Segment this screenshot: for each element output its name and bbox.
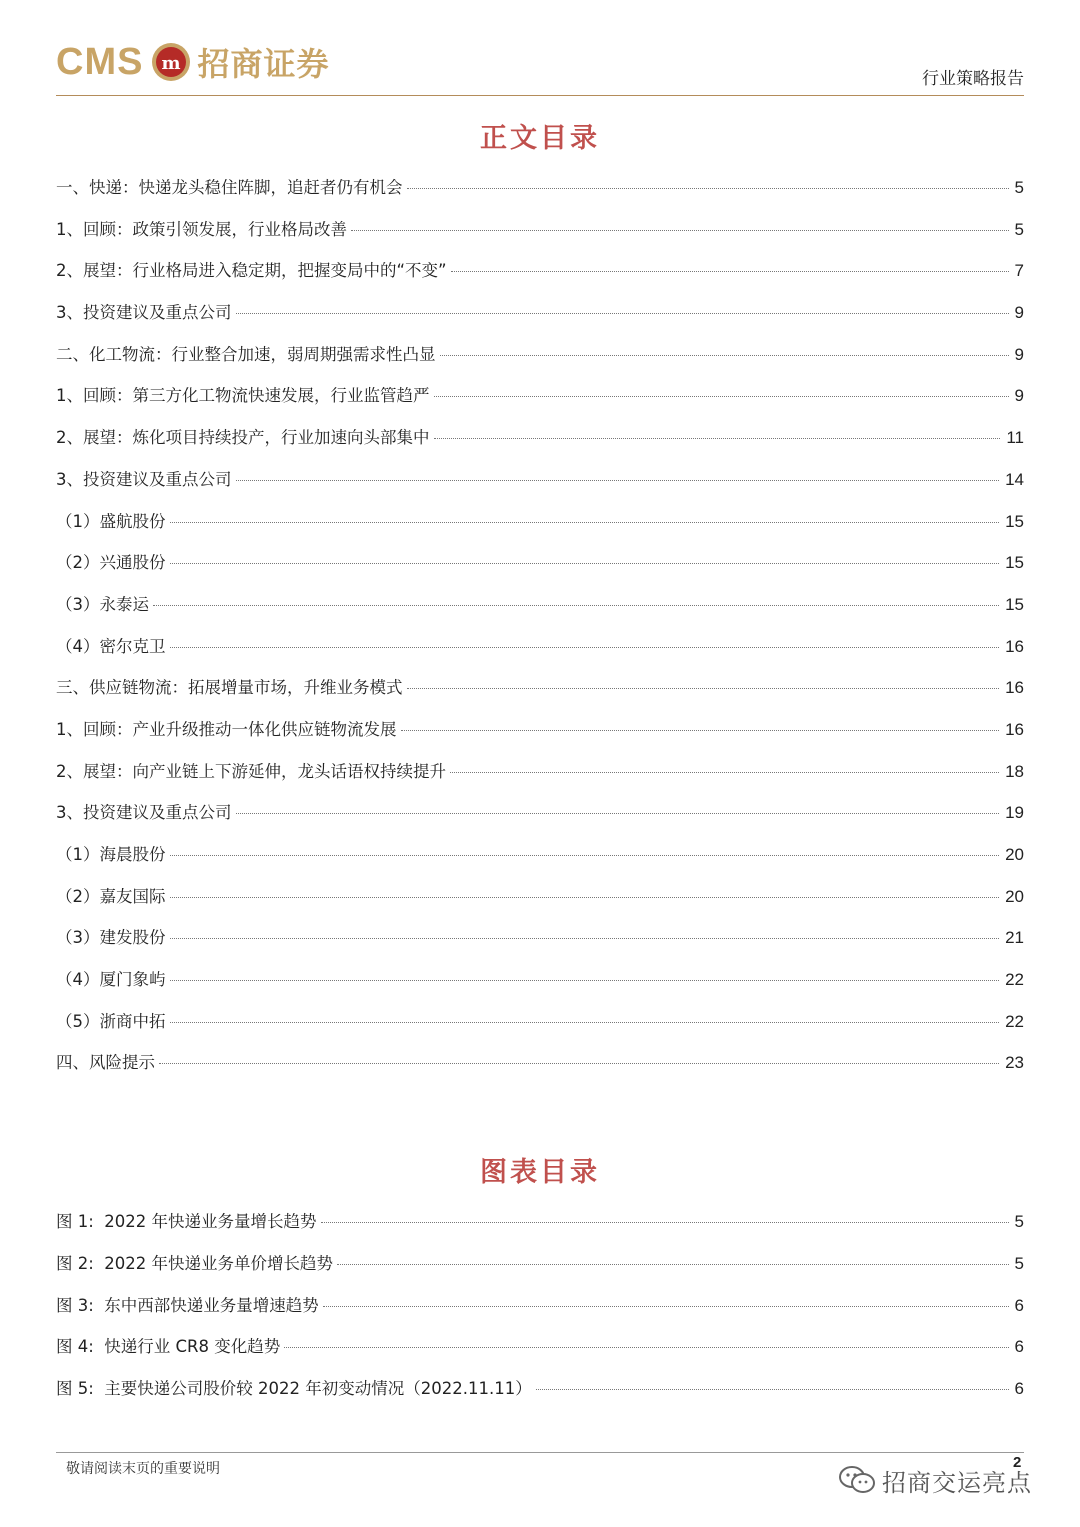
dot-leader [236, 313, 1009, 314]
entry-title: 图 5: 主要快递公司股价较 2022 年初变动情况（2022.11.11） [56, 1379, 532, 1399]
entry-title: （5）浙商中拓 [56, 1011, 166, 1031]
toc-entry[interactable] [56, 341, 1024, 383]
toc-entry[interactable] [56, 216, 1024, 258]
entry-page-number: 16 [1005, 719, 1024, 739]
toc-entry[interactable] [56, 508, 1024, 550]
entry-title: 三、供应链物流：拓展增量市场，升维业务模式 [56, 678, 403, 698]
entry-title: 图 3: 东中西部快递业务量增速趋势 [56, 1295, 319, 1315]
entry-page-number: 20 [1005, 845, 1024, 864]
toc-entry[interactable] [56, 174, 1024, 216]
entry-page-number: 16 [1005, 678, 1024, 698]
figure-entry[interactable] [56, 1250, 1024, 1292]
entry-title: 2、展望：炼化项目持续投产，行业加速向头部集中 [56, 428, 430, 448]
toc-entry[interactable] [56, 299, 1024, 341]
toc-entry[interactable] [56, 883, 1024, 925]
cms-emblem-icon [151, 42, 191, 82]
figure-list [56, 1208, 1024, 1417]
entry-title: 2、展望：向产业链上下游延伸，龙头话语权持续提升 [56, 761, 446, 781]
toc-entry[interactable] [56, 466, 1024, 508]
entry-page-number: 6 [1014, 1379, 1024, 1399]
entry-title: 2、展望：行业格局进入稳定期，把握变局中的“不变” [56, 261, 447, 281]
dot-leader [153, 605, 999, 606]
entry-title: 图 4: 快递行业 CR8 变化趋势 [56, 1337, 281, 1357]
entry-page-number: 15 [1005, 594, 1024, 614]
entry-title: 图 2: 2022 年快递业务单价增长趋势 [56, 1253, 334, 1273]
entry-title: 3、投资建议及重点公司 [56, 303, 232, 323]
dot-leader [351, 230, 1009, 231]
dot-leader [434, 396, 1009, 397]
dot-leader [450, 772, 999, 773]
entry-page-number: 5 [1014, 178, 1024, 197]
entry-page-number: 5 [1014, 1253, 1024, 1273]
dot-leader [170, 563, 1000, 564]
figure-list-title: 图表目录 [480, 1157, 600, 1188]
entry-page-number: 16 [1005, 636, 1024, 656]
toc-title: 正文目录 [480, 123, 600, 154]
svg-text:m: m [161, 53, 181, 74]
dot-leader [407, 688, 1000, 689]
toc-list [56, 174, 1024, 1091]
entry-title: （1）盛航股份 [56, 511, 166, 531]
figure-entry[interactable] [56, 1375, 1024, 1417]
toc-entry[interactable] [56, 966, 1024, 1008]
entry-page-number: 5 [1014, 1212, 1024, 1231]
page-header [56, 36, 1024, 98]
dot-leader [170, 522, 1000, 523]
toc-entry[interactable] [56, 382, 1024, 424]
entry-page-number: 5 [1014, 219, 1024, 239]
toc-entry[interactable] [56, 841, 1024, 883]
toc-entry[interactable] [56, 549, 1024, 591]
dot-leader [170, 897, 1000, 898]
dot-leader [159, 1063, 999, 1064]
entry-title: 四、风险提示 [56, 1053, 155, 1073]
dot-leader [401, 730, 1000, 731]
entry-title: 1、回顾：产业升级推动一体化供应链物流发展 [56, 719, 397, 739]
dot-leader [536, 1389, 1009, 1390]
entry-page-number: 6 [1014, 1295, 1024, 1315]
entry-page-number: 21 [1005, 928, 1024, 948]
dot-leader [236, 480, 1000, 481]
entry-title: （1）海晨股份 [56, 845, 166, 864]
entry-title: （3）建发股份 [56, 928, 166, 948]
dot-leader [170, 1022, 1000, 1023]
dot-leader [451, 271, 1009, 272]
toc-entry[interactable] [56, 633, 1024, 675]
entry-page-number: 9 [1014, 386, 1024, 406]
toc-entry[interactable] [56, 716, 1024, 758]
entry-page-number: 22 [1005, 970, 1024, 990]
toc-entry[interactable] [56, 424, 1024, 466]
entry-title: 1、回顾：第三方化工物流快速发展，行业监管趋严 [56, 386, 430, 406]
figure-entry[interactable] [56, 1333, 1024, 1375]
wechat-watermark [838, 1462, 1032, 1498]
toc-entry[interactable] [56, 758, 1024, 800]
entry-page-number: 19 [1005, 803, 1024, 823]
logo-text: CMS [56, 40, 144, 83]
entry-page-number: 11 [1006, 428, 1024, 448]
entry-page-number: 20 [1005, 886, 1024, 906]
footer-divider [56, 1452, 1024, 1453]
entry-title: （2）嘉友国际 [56, 886, 166, 906]
toc-entry[interactable] [56, 1049, 1024, 1091]
dot-leader [440, 355, 1009, 356]
entry-page-number: 14 [1005, 469, 1024, 489]
entry-title: 图 1: 2022 年快递业务量增长趋势 [56, 1212, 317, 1231]
entry-page-number: 15 [1005, 511, 1024, 531]
wechat-icon [838, 1465, 876, 1495]
cms-logo [56, 36, 329, 88]
dot-leader [284, 1347, 1008, 1348]
page-number: 2 [1013, 1454, 1022, 1471]
entry-title: （4）厦门象屿 [56, 970, 166, 990]
dot-leader [170, 647, 1000, 648]
logo-chinese-name: 招商证券 [197, 45, 330, 83]
entry-title: 二、化工物流：行业整合加速，弱周期强需求性凸显 [56, 344, 436, 364]
dot-leader [407, 188, 1009, 189]
toc-entry[interactable] [56, 799, 1024, 841]
entry-page-number: 9 [1014, 344, 1024, 364]
dot-leader [434, 438, 1001, 439]
entry-page-number: 15 [1005, 553, 1024, 573]
entry-title: 一、快递：快递龙头稳住阵脚，追赶者仍有机会 [56, 178, 403, 197]
dot-leader [236, 813, 1000, 814]
entry-page-number: 22 [1005, 1011, 1024, 1031]
entry-page-number: 23 [1005, 1053, 1024, 1073]
toc-entry[interactable] [56, 257, 1024, 299]
dot-leader [321, 1222, 1009, 1223]
figure-entry[interactable] [56, 1208, 1024, 1250]
dot-leader [170, 855, 1000, 856]
entry-page-number: 9 [1014, 303, 1024, 323]
toc-entry[interactable] [56, 674, 1024, 716]
entry-title: 3、投资建议及重点公司 [56, 803, 232, 823]
watermark-text: 招商交运亮点 [882, 1468, 1032, 1497]
toc-entry[interactable] [56, 924, 1024, 966]
entry-page-number: 18 [1005, 761, 1024, 781]
header-divider [56, 95, 1024, 96]
toc-entry[interactable] [56, 591, 1024, 633]
entry-title: （3）永泰运 [56, 594, 149, 614]
entry-page-number: 7 [1014, 261, 1024, 281]
entry-title: 1、回顾：政策引领发展，行业格局改善 [56, 219, 347, 239]
toc-entry[interactable] [56, 1008, 1024, 1050]
report-type: 行业策略报告 [922, 69, 1024, 89]
entry-title: （2）兴通股份 [56, 553, 166, 573]
entry-title: 3、投资建议及重点公司 [56, 469, 232, 489]
disclaimer-note: 敬请阅读末页的重要说明 [66, 1461, 220, 1477]
dot-leader [337, 1264, 1009, 1265]
dot-leader [323, 1306, 1009, 1307]
entry-title: （4）密尔克卫 [56, 636, 166, 656]
dot-leader [170, 980, 1000, 981]
entry-page-number: 6 [1014, 1337, 1024, 1357]
figure-entry[interactable] [56, 1292, 1024, 1334]
dot-leader [170, 938, 1000, 939]
